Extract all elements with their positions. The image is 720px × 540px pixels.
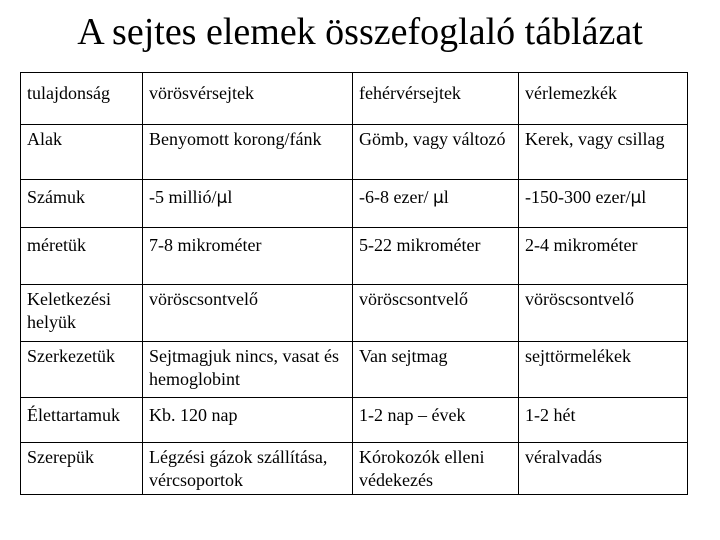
table-cell: Kb. 120 nap [143,398,353,443]
table-row [21,443,688,495]
row-label-cell: Szerepük [21,443,143,495]
table-cell: -5 millió/μl [143,180,353,228]
table-cell: Kerek, vagy csillag [519,125,688,180]
table-cell: Benyomott korong/fánk [143,125,353,180]
table-cell: vöröscsontvelő [353,285,519,342]
table-cell: Gömb, vagy változó [353,125,519,180]
table-cell: 1-2 hét [519,398,688,443]
row-label-cell: Alak [21,125,143,180]
page-title: A sejtes elemek összefoglaló táblázat [77,11,643,53]
table-cell: vöröscsontvelő [519,285,688,342]
row-label-cell: Keletkezési helyük [21,285,143,342]
table-cell: Van sejtmag [353,342,519,398]
table-cell: 5-22 mikrométer [353,228,519,285]
table-cell: Légzési gázok szállítása, vércsoportok [143,443,353,495]
table-header-row [21,73,688,125]
table-cell: Kórokozók elleni védekezés [353,443,519,495]
header-cell: fehérvérsejtek [353,73,519,125]
header-cell: vérlemezkék [519,73,688,125]
table-cell: 1-2 nap – évek [353,398,519,443]
table-cell: 7-8 mikrométer [143,228,353,285]
table-cell: véralvadás [519,443,688,495]
header-cell: vörösvérsejtek [143,73,353,125]
table-cell: 2-4 mikrométer [519,228,688,285]
table-row [21,398,688,443]
table-row [21,342,688,398]
row-label-cell: Élettartamuk [21,398,143,443]
header-cell: tulajdonság [21,73,143,125]
table-row [21,125,688,180]
table-cell: sejttörmelékek [519,342,688,398]
row-label-cell: méretük [21,228,143,285]
table-cell: -6-8 ezer/ μl [353,180,519,228]
summary-table [20,72,688,495]
table-row [21,285,688,342]
table-cell: vöröscsontvelő [143,285,353,342]
row-label-cell: Számuk [21,180,143,228]
table-cell: -150-300 ezer/μl [519,180,688,228]
table-row [21,180,688,228]
table-row [21,228,688,285]
row-label-cell: Szerkezetük [21,342,143,398]
table-cell: Sejtmagjuk nincs, vasat és hemoglobint [143,342,353,398]
